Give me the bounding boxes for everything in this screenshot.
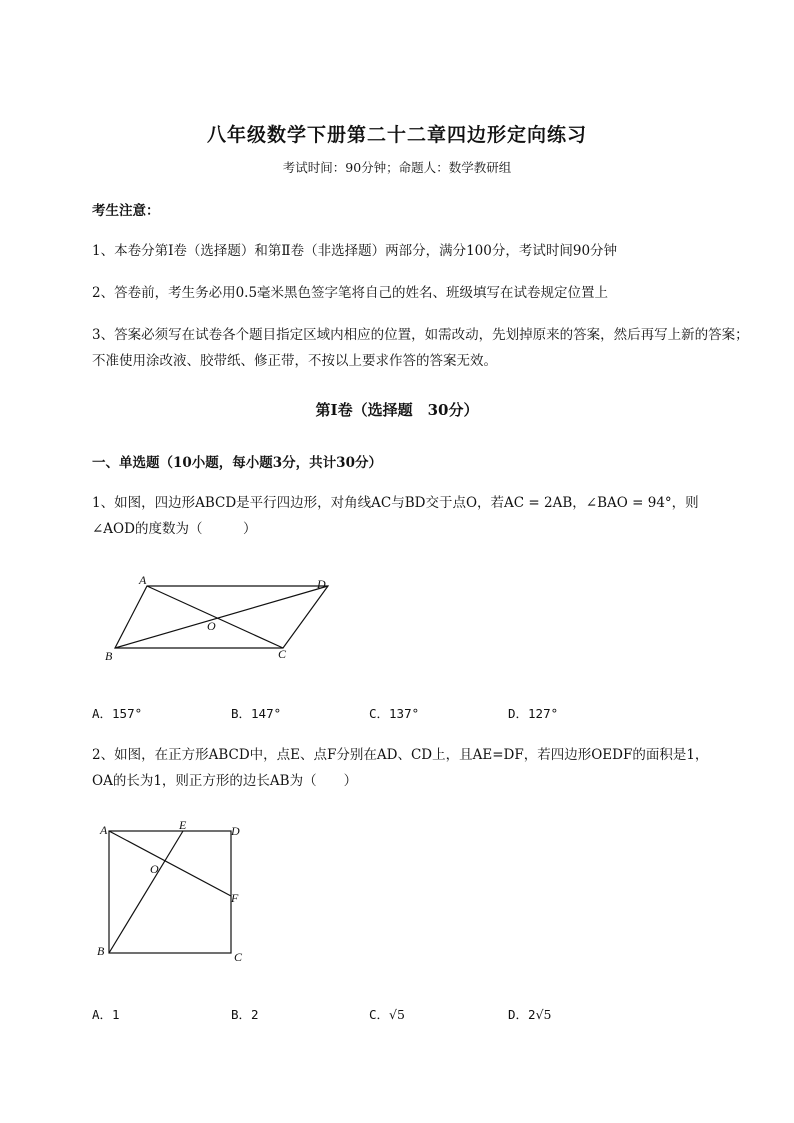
question-2-stem-line-2: OA的长为1，则正方形的边长AB为（ ） (92, 773, 358, 789)
question-1-stem-line-2: ∠AOD的度数为（ ） (92, 521, 257, 537)
section-title: 第I卷（选择题 30分） (315, 401, 479, 419)
diagonal-bd (115, 586, 328, 648)
label-o: O (150, 862, 159, 876)
notice-item-1: 1、本卷分第I卷（选择题）和第Ⅱ卷（非选择题）两部分，满分100分，考试时间90分钟 (92, 243, 618, 259)
diagonal-ac (147, 586, 283, 648)
question-2-square-figure (90, 815, 260, 975)
segment-af (109, 831, 231, 896)
label-b: B (105, 649, 113, 663)
option-c-prefix: C． (369, 1007, 390, 1022)
question-1-option-c[interactable]: C．137° (369, 706, 420, 721)
question-2-option-c[interactable] (369, 1005, 405, 1023)
label-a: A (139, 573, 147, 587)
page-title: 八年级数学下册第二十二章四边形定向练习 (206, 124, 587, 146)
label-a: A (100, 823, 108, 837)
question-1-option-b[interactable]: B．147° (231, 706, 282, 721)
segment-be (109, 831, 183, 953)
question-1-option-a[interactable]: A．157° (92, 706, 143, 721)
question-1-parallelogram-figure (95, 570, 345, 670)
label-o: O (207, 619, 216, 633)
label-f: F (231, 891, 239, 905)
option-d-prefix: D．2 (508, 1007, 536, 1022)
label-c: C (234, 950, 243, 964)
question-1-stem-line-1: 1、如图，四边形ABCD是平行四边形，对角线AC与BD交于点O，若AC = 2AB，∠BAO = 94°，则 (92, 495, 699, 511)
question-2-stem-line-1: 2、如图，在正方形ABCD中，点E、点F分别在AD、CD上，且AE=DF，若四边形OEDF的面积是1， (92, 747, 709, 763)
notice-item-2: 2、答卷前，考生务必用0.5毫米黑色签字笔将自己的姓名、班级填写在试卷规定位置上 (92, 285, 609, 301)
label-e: E (179, 818, 187, 832)
option-d-radical: √5 (535, 1007, 552, 1022)
square-abcd (109, 831, 231, 953)
question-2-option-a[interactable]: A．1 (92, 1007, 120, 1022)
part-heading: 一、单选题（10小题，每小题3分，共计30分） (92, 455, 382, 471)
question-1-option-d[interactable]: D．127° (508, 706, 559, 721)
question-2-option-d[interactable] (508, 1005, 551, 1023)
question-2-option-b[interactable]: B．2 (231, 1007, 259, 1022)
label-d: D (231, 824, 240, 838)
label-c: C (278, 647, 287, 661)
label-d: D (317, 577, 326, 591)
exam-info: 考试时间：90分钟；命题人：数学教研组 (282, 160, 512, 175)
notice-item-3: 3、答案必须写在试卷各个题目指定区域内相应的位置，如需改动，先划掉原来的答案，然后再写上新的答案；不准使用涂改液、胶带纸、修正带，不按以上要求作答的答案无效。 (92, 327, 749, 369)
option-c-radical: √5 (389, 1007, 405, 1022)
notice-heading: 考生注意： (92, 203, 160, 219)
label-b: B (97, 944, 105, 958)
